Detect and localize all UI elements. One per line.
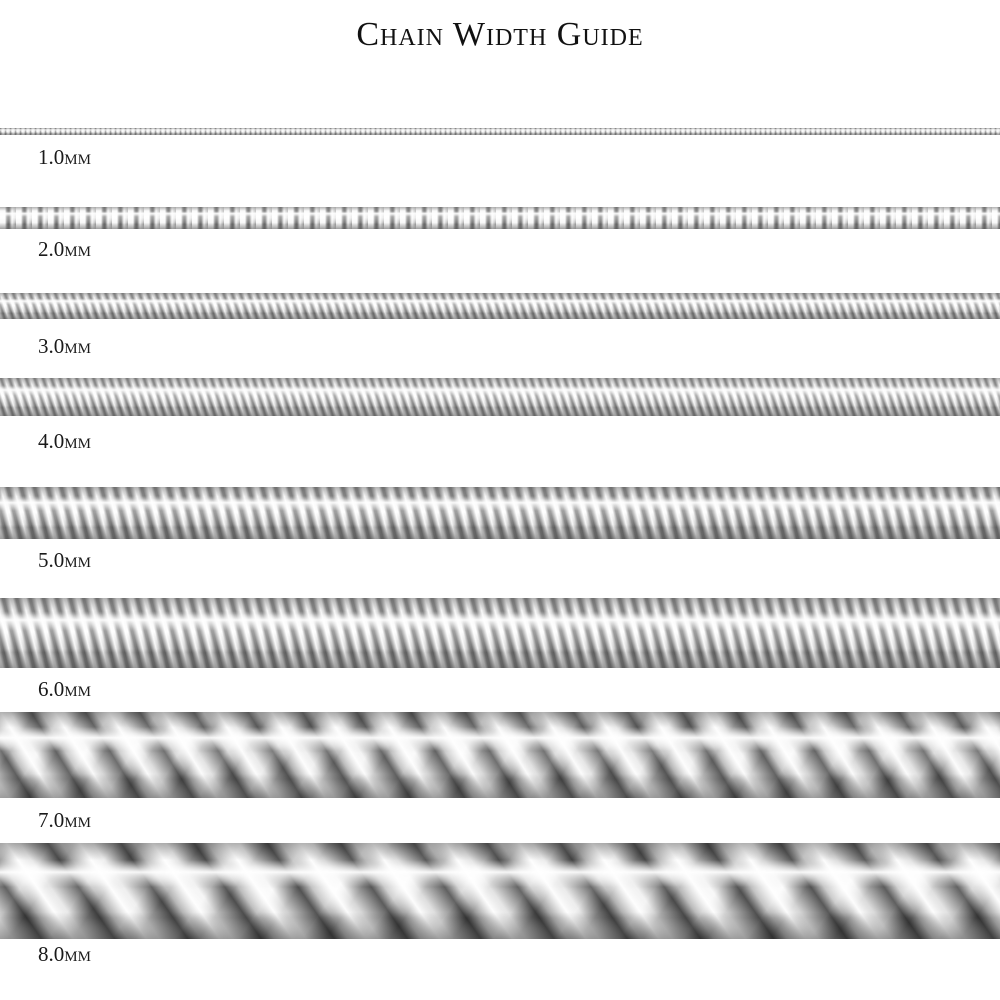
chain-sample-1.0mm	[0, 128, 1000, 135]
chain-edge-shading	[0, 843, 1000, 939]
chain-edge-shading	[0, 293, 1000, 319]
chain-width-label: 4.0mm	[38, 429, 91, 453]
page-title: Chain Width Guide	[356, 16, 644, 53]
chain-edge-shading	[0, 712, 1000, 798]
chain-sample-5.0mm	[0, 487, 1000, 539]
chain-width-label: 3.0mm	[38, 334, 91, 358]
chain-edge-shading	[0, 128, 1000, 135]
chain-width-label: 7.0mm	[38, 808, 91, 832]
chain-edge-shading	[0, 598, 1000, 668]
chain-sample-4.0mm	[0, 378, 1000, 416]
chain-sample-8.0mm	[0, 843, 1000, 939]
chain-width-label: 8.0mm	[38, 942, 91, 966]
chain-edge-shading	[0, 207, 1000, 229]
chain-width-label: 1.0mm	[38, 145, 91, 169]
chain-width-label: 5.0mm	[38, 548, 91, 572]
chain-width-label: 2.0mm	[38, 237, 91, 261]
chain-edge-shading	[0, 487, 1000, 539]
chain-edge-shading	[0, 378, 1000, 416]
chain-width-label: 6.0mm	[38, 677, 91, 701]
chain-sample-7.0mm	[0, 712, 1000, 798]
chain-sample-3.0mm	[0, 293, 1000, 319]
chain-sample-6.0mm	[0, 598, 1000, 668]
chain-sample-2.0mm	[0, 207, 1000, 229]
